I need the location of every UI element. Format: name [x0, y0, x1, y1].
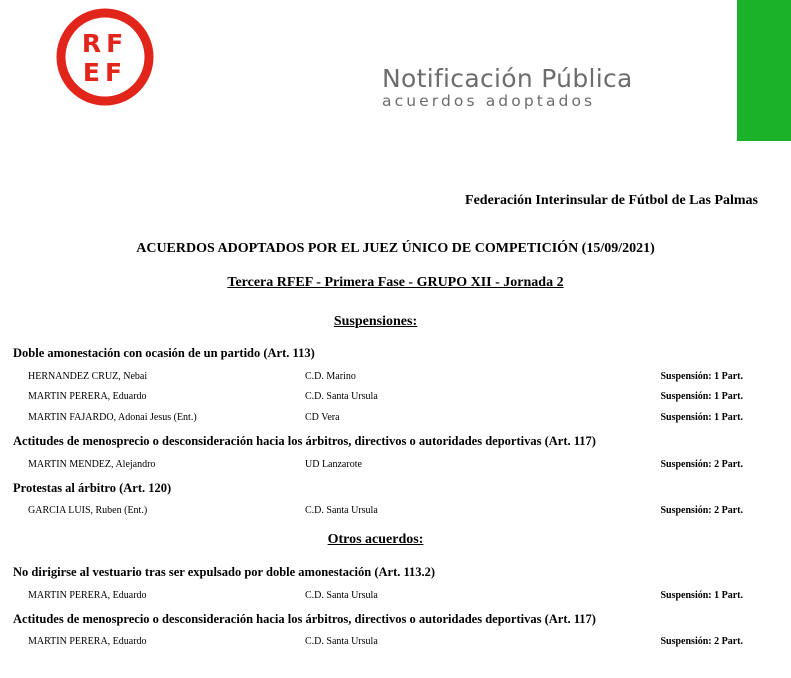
sanction-value: Suspensión: 2 Part.: [660, 459, 743, 470]
club-name: C.D. Santa Ursula: [305, 505, 378, 516]
player-name: GARCIA LUIS, Ruben (Ent.): [28, 505, 148, 516]
article-heading: Actitudes de menosprecio o desconsideración hacia los árbitros, directivos o autoridades deportivas (Art. 117): [13, 434, 596, 448]
sanction-row: [0, 636, 791, 650]
sanction-value: Suspensión: 1 Part.: [660, 412, 743, 423]
sanction-value: Suspensión: 2 Part.: [660, 505, 743, 516]
player-name: MARTIN PERERA, Eduardo: [28, 391, 147, 402]
player-name: MARTIN MENDEZ, Alejandro: [28, 459, 156, 470]
player-name: MARTIN PERERA, Eduardo: [28, 636, 147, 647]
club-name: C.D. Santa Ursula: [305, 391, 378, 402]
club-name: UD Lanzarote: [305, 459, 362, 470]
rfef-logo-line-1: RF: [81, 29, 129, 58]
sanction-row: [0, 459, 791, 473]
competition-title: Tercera RFEF - Primera Fase - GRUPO XII - Jornada 2: [227, 275, 564, 290]
notification-header: [382, 66, 633, 109]
club-name: C.D. Marino: [305, 371, 356, 382]
sanction-value: Suspensión: 1 Part.: [660, 590, 743, 601]
sanction-value: Suspensión: 1 Part.: [660, 371, 743, 382]
rfef-logo-line-2: EF: [82, 58, 128, 87]
sanction-row: [0, 412, 791, 426]
club-name: C.D. Santa Ursula: [305, 636, 378, 647]
federation-name: Federación Interinsular de Fútbol de Las Palmas: [465, 193, 758, 208]
notification-title: Notificación Pública: [382, 64, 633, 93]
sanction-value: Suspensión: 2 Part.: [660, 636, 743, 647]
article-heading: Protestas al árbitro (Art. 120): [13, 481, 172, 495]
sanction-value: Suspensión: 1 Part.: [660, 391, 743, 402]
sanction-row: [0, 371, 791, 385]
sanction-row: [0, 590, 791, 604]
green-accent-bar: [737, 0, 791, 141]
article-heading: No dirigirse al vestuario tras ser expulsado por doble amonestación (Art. 113.2): [13, 565, 436, 579]
article-heading: Actitudes de menosprecio o desconsideración hacia los árbitros, directivos o autoridades deportivas (Art. 117): [13, 612, 596, 626]
notification-subtitle: acuerdos adoptados: [382, 92, 596, 110]
sanction-row: [0, 391, 791, 405]
player-name: MARTIN PERERA, Eduardo: [28, 590, 147, 601]
club-name: C.D. Santa Ursula: [305, 590, 378, 601]
other-agreements-heading: Otros acuerdos:: [327, 532, 424, 547]
club-name: CD Vera: [305, 412, 340, 423]
player-name: MARTIN FAJARDO, Adonai Jesus (Ent.): [28, 412, 197, 423]
article-heading: Doble amonestación con ocasión de un partido (Art. 113): [13, 346, 315, 360]
sanction-row: [0, 505, 791, 519]
rfef-logo: [55, 7, 155, 107]
player-name: HERNANDEZ CRUZ, Nebai: [28, 371, 148, 382]
suspensions-heading: Suspensiones:: [333, 314, 418, 329]
document-title: ACUERDOS ADOPTADOS POR EL JUEZ ÚNICO DE COMPETICIÓN (15/09/2021): [136, 241, 655, 256]
